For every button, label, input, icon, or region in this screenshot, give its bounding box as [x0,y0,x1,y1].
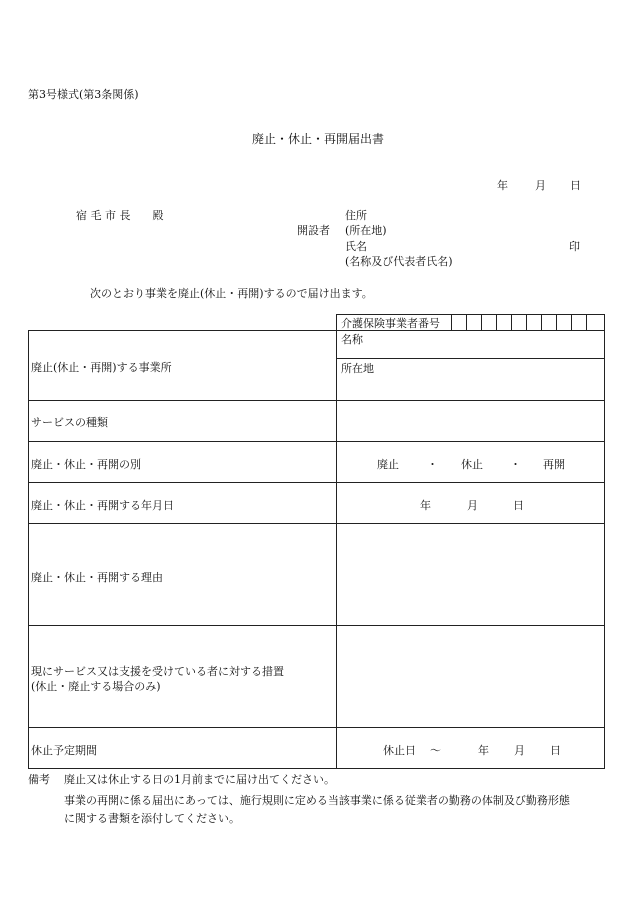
notes-line-2: 事業の再開に係る届出にあっては、施行規則に定める当該事業に係る従業者の勤務の体制及び勤務形態 [64,794,570,807]
period-label: 休止予定期間 [31,744,97,757]
page-title: 廃止・休止・再開届出書 [252,132,385,146]
category-option-abolish[interactable]: 廃止 [377,458,399,471]
category-separator: ・ [427,458,438,471]
period-tilde: ～ [430,744,441,757]
date-year-unit: 年 [420,499,431,512]
insurance-number-box[interactable] [541,314,542,330]
name-sub-label: (名称及び代表者氏名) [345,255,453,268]
name-label: 氏名 [345,240,367,253]
date-day-label: 日 [570,179,581,192]
insurance-number-box[interactable] [451,314,452,330]
address-label: 住所 [345,209,367,222]
insurance-number-box[interactable] [466,314,467,330]
date-year-label: 年 [497,179,508,192]
intro-text: 次のとおり事業を廃止(休止・再開)するので届け出ます。 [90,287,373,300]
date-month-unit: 月 [467,499,478,512]
notes-heading: 備考 [28,773,50,786]
date-day-unit: 日 [513,499,524,512]
category-label: 廃止・休止・再開の別 [31,458,141,471]
period-month-unit: 月 [514,744,525,757]
period-year-unit: 年 [478,744,489,757]
notes-line-1: 廃止又は休止する日の1月前までに届け出てください。 [64,773,335,786]
form-number: 第3号様式(第3条関係) [28,88,139,101]
service-type-label: サービスの種類 [31,416,108,429]
period-day-unit: 日 [550,744,561,757]
insurance-number-box[interactable] [586,314,587,330]
notes-line-3: に関する書類を添付してください。 [64,812,240,825]
period-start-label: 休止日 [383,744,416,757]
date-label: 廃止・休止・再開する年月日 [31,499,174,512]
office-location-label: 所在地 [341,362,374,375]
insurance-number-box[interactable] [496,314,497,330]
seal-mark: 印 [569,240,580,253]
category-option-suspend[interactable]: 休止 [461,458,483,471]
insurance-number-label: 介護保険事業者番号 [341,317,440,330]
insurance-number-box[interactable] [526,314,527,330]
form-table [28,314,604,769]
address-sub-label: (所在地) [345,224,387,237]
insurance-number-box[interactable] [511,314,512,330]
insurance-number-box[interactable] [556,314,557,330]
date-month-label: 月 [535,179,546,192]
addressee: 宿 毛 市 長 殿 [76,209,164,222]
office-label: 廃止(休止・再開)する事業所 [31,361,172,374]
insurance-number-box[interactable] [571,314,572,330]
measures-sub-label: (休止・廃止する場合のみ) [31,680,161,693]
office-name-label: 名称 [341,333,363,346]
category-option-resume[interactable]: 再開 [543,458,565,471]
reason-label: 廃止・休止・再開する理由 [31,571,163,584]
insurance-number-box[interactable] [481,314,482,330]
category-separator: ・ [510,458,521,471]
measures-label: 現にサービス又は支援を受けている者に対する措置 [31,665,284,678]
applicant-role-label: 開設者 [297,224,330,237]
